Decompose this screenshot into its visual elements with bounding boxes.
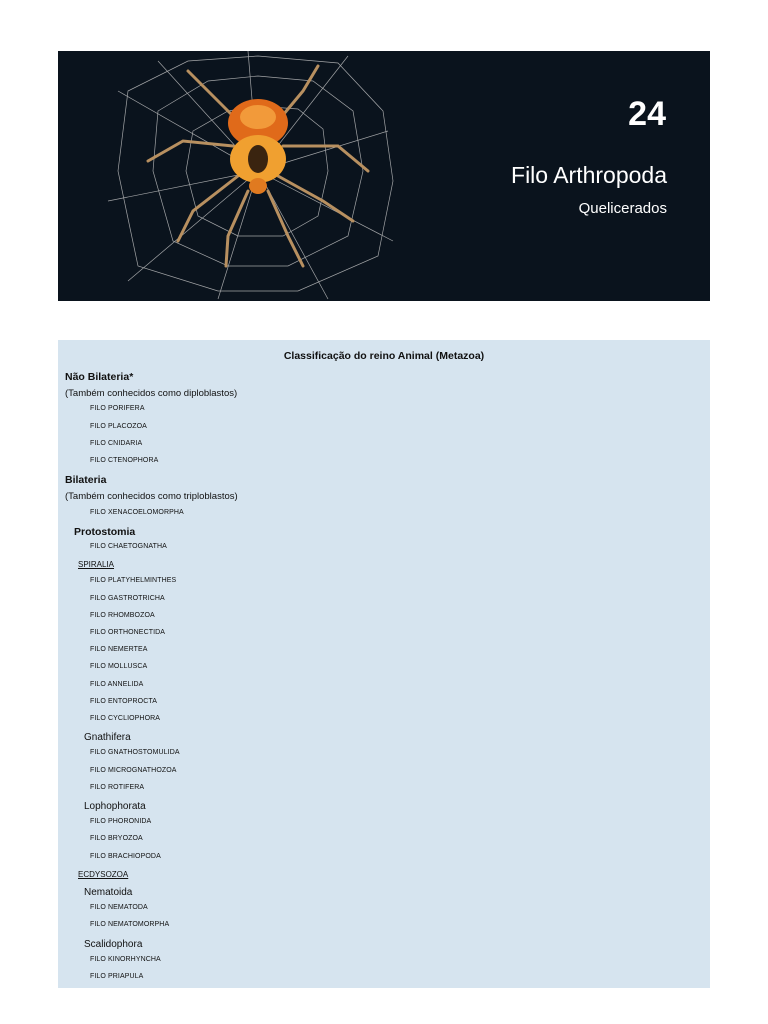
phylum-entry: FILO GNATHOSTOMULIDA (90, 749, 180, 757)
phylum-entry: FILO CTENOPHORA (90, 457, 159, 464)
phylum-entry: FILO ENTOPROCTA (90, 697, 157, 705)
taxon-heading: Nematoida (84, 887, 133, 898)
phylum-entry: FILO CYCLIOPHORA (90, 715, 161, 722)
chapter-number: 24 (628, 95, 666, 133)
phylum-entry: FILO BRACHIOPODA (90, 852, 161, 860)
chapter-banner (58, 51, 710, 301)
phylum-entry: FILO NEMERTEA (90, 646, 148, 654)
phylum-entry: FILO RHOMBOZOA (90, 611, 155, 619)
group-note: (Também conhecidos como triploblastos) (65, 491, 238, 503)
classification-box (58, 340, 710, 988)
phylum-entry: FILO NEMATOMORPHA (90, 921, 170, 929)
phylum-entry: FILO BRYOZOA (90, 835, 143, 843)
taxon-heading: Gnathifera (84, 732, 131, 744)
phylum-entry: FILO GASTROTRICHA (90, 594, 165, 602)
spider-photo (98, 51, 398, 301)
phylum-entry: FILO CNIDARIA (90, 439, 143, 447)
group-note: (Também conhecidos como diploblastos) (65, 388, 238, 400)
chapter-title: Filo Arthropoda (511, 162, 667, 188)
phylum-entry: FILO PLACOZOA (90, 422, 147, 430)
classification-title: Classificação do reino Animal (Metazoa) (283, 350, 485, 362)
phylum-entry: FILO PRIAPULA (90, 973, 144, 980)
phylum-entry: FILO ANNELIDA (90, 680, 144, 688)
phylum-entry: FILO MICROGNATHOZOA (90, 766, 177, 774)
taxon-heading: Lophophorata (84, 801, 146, 812)
phylum-entry: FILO CHAETOGNATHA (90, 543, 167, 550)
phylum-entry: FILO ROTIFERA (90, 783, 145, 791)
phylum-entry: FILO MOLLUSCA (90, 663, 148, 671)
phylum-entry: FILO PORIFERA (90, 405, 145, 413)
phylum-entry: FILO ORTHONECTIDA (90, 629, 166, 636)
chapter-subtitle: Quelicerados (578, 200, 667, 217)
taxon-heading: Não Bilateria* (65, 371, 134, 383)
phylum-entry: FILO PLATYHELMINTHES (90, 577, 177, 585)
taxon-heading: Scalidophora (84, 938, 143, 950)
taxon-heading: SPIRALIA (78, 560, 115, 570)
taxon-heading: Bilateria (65, 474, 107, 487)
phylum-entry: FILO KINORHYNCHA (90, 955, 161, 963)
taxon-heading: Protostomia (74, 525, 136, 538)
taxon-heading: ECDYSOZOA (78, 869, 129, 879)
phylum-entry: FILO XENACOELOMORPHA (90, 508, 184, 516)
phylum-entry: FILO PHORONIDA (90, 818, 152, 826)
phylum-entry: FILO NEMATODA (90, 904, 148, 912)
